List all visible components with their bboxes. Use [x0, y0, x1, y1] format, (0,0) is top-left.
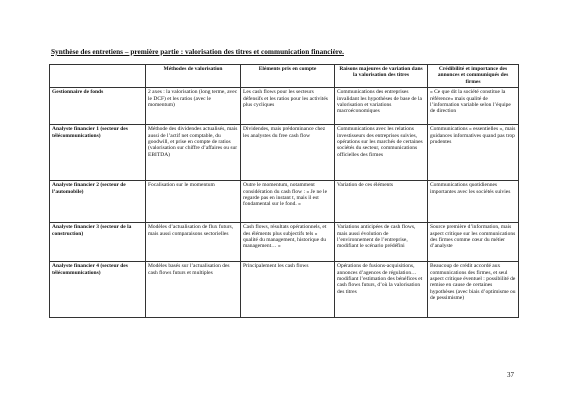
table-cell: Les cash flows pour les secteurs défensifs et les ratios pour les activités plus cycliques	[241, 88, 335, 125]
table-row	[50, 125, 519, 181]
table-cell: Modèles d’actualisation de flux futurs, mais aussi comparaisons sectorielles	[146, 223, 241, 262]
table-cell: Principalement les cash flows	[241, 262, 335, 318]
table-cell: Communications quotidiennes importantes avec les sociétés suivies	[428, 181, 519, 223]
row-label: Analyste financier 3 (secteur de la construction)	[50, 223, 146, 262]
table-row	[50, 262, 519, 318]
table-cell: Outre le momentum, notamment considération du cash flow : « Je ne le regarde pas en instant t, mais il est fondamental sur le fond. »	[241, 181, 335, 223]
synthesis-table	[49, 64, 519, 318]
row-label: Gestionnaire de fonds	[50, 88, 146, 125]
row-label: Analyste financier 1 (secteur des télécommunications)	[50, 125, 146, 181]
table-row	[50, 181, 519, 223]
table-cell: Communications des entreprises invalidant les hypothèses de base de la valorisation et variations macroéconomiques	[335, 88, 428, 125]
table-row	[50, 223, 519, 262]
table-cell: Variations anticipées de cash flows, mais aussi évolution de l’environnement de l’entreprise, modifiant le scénario prédéfini	[335, 223, 428, 262]
table-cell: Opérations de fusions-acquisitions, annonces d’agences de régulation… modifiant l’estimation des bénéfices et cash flows futurs, d’où la valorisation des titres	[335, 262, 428, 318]
table-cell: Variation de ces éléments	[335, 181, 428, 223]
header-cell-variation-reasons: Raisons majeures de variation dans la valorisation des titres	[335, 65, 428, 88]
table-cell: Communications « essentielles », mais guidances informatives quand pas trop prudentes	[428, 125, 519, 181]
table-cell: Méthode des dividendes actualisés, mais aussi de l’actif net comptable, du goodwill, et prise en compte de ratios (valorisation sur chiffre d’affaires ou sur EBITDA)	[146, 125, 241, 181]
table-cell: Beaucoup de crédit accordé aux communications des firmes, et seul aspect critique éventuel : possibilité de remise en cause de certaines hypothèses (avec biais d’optimisme ou de pessimisme)	[428, 262, 519, 318]
table-cell: Modèles basés sur l’actualisation des cash flows futurs et multiples	[146, 262, 241, 318]
table-row	[50, 88, 519, 125]
header-cell-methods: Méthodes de valorisation	[146, 65, 241, 88]
table-cell: Communications avec les relations investisseurs des entreprises suivies, opérations sur les marchés de certaines sociétés du secteur, communications officielles des firmes	[335, 125, 428, 181]
page-number: 37	[507, 371, 514, 379]
row-label: Analyste financier 2 (secteur de l’automobile)	[50, 181, 146, 223]
header-cell-empty	[50, 65, 146, 88]
table-header-row	[50, 65, 519, 88]
table-cell: Cash flows, résultats opérationnels, et des éléments plus subjectifs tels « qualité du management, historique du management… »	[241, 223, 335, 262]
header-cell-elements: Eléments pris en compte	[241, 65, 335, 88]
table-cell: Source première d’information, mais aspect critique sur les communications des firmes comme cœur du métier d’analyste	[428, 223, 519, 262]
table-cell: Focalisation sur le momentum	[146, 181, 241, 223]
row-label: Analyste financier 4 (secteur des télécommunications)	[50, 262, 146, 318]
table-cell: Dividendes, mais prédominance chez les analystes du free cash flow	[241, 125, 335, 181]
page-title: Synthèse des entretiens – première partie : valorisation des titres et communication financière.	[51, 47, 344, 56]
table-cell: 2 axes : la valorisation (long terme, avec le DCF) et les ratios (avec le momentum)	[146, 88, 241, 125]
header-cell-credibility: Crédibilité et importance des annonces et communiqués des firmes	[428, 65, 519, 88]
table-cell: « Ce que dit la société constitue la référence» mais qualité de l’information variable selon l’équipe de direction	[428, 88, 519, 125]
